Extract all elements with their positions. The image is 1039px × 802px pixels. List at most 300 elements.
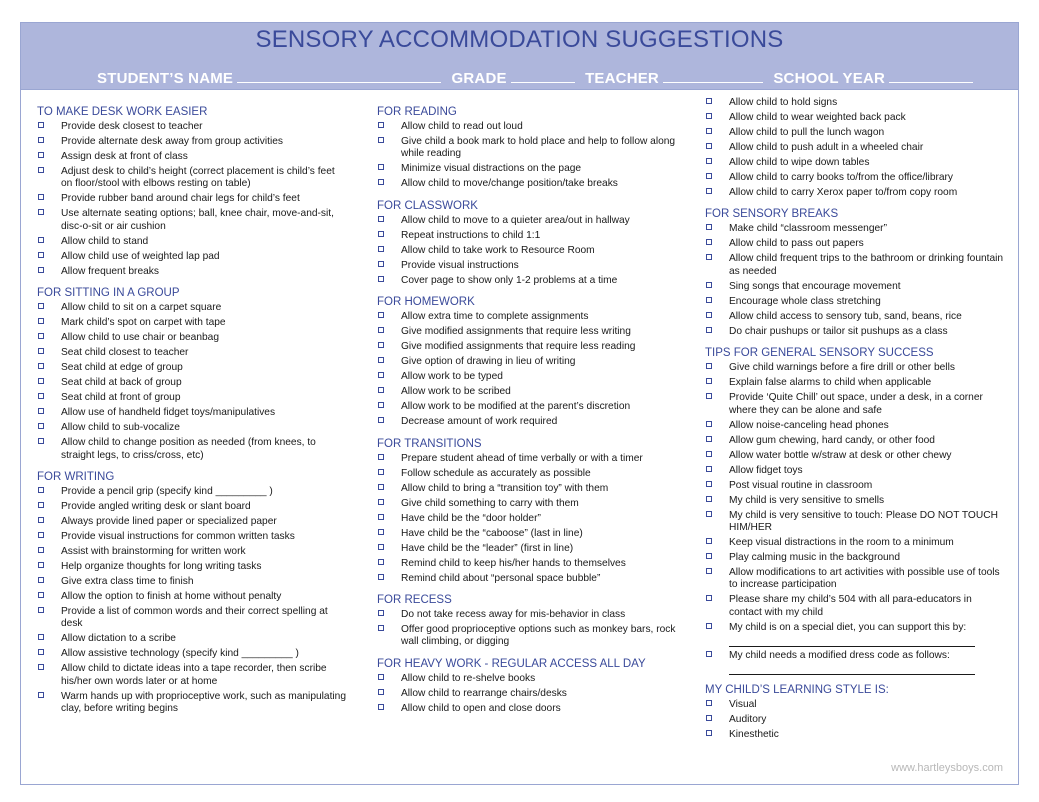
- checkbox-icon[interactable]: [38, 393, 44, 399]
- checkbox-icon[interactable]: [378, 246, 384, 252]
- checklist-item-label: Allow child to read out loud: [401, 121, 523, 132]
- checklist-item[interactable]: [377, 326, 677, 338]
- checklist-item[interactable]: [377, 573, 677, 585]
- checklist-item[interactable]: [377, 275, 677, 287]
- checkbox-icon[interactable]: [706, 173, 712, 179]
- checkbox-icon[interactable]: [38, 194, 44, 200]
- checklist-item[interactable]: [37, 561, 347, 573]
- checklist-item[interactable]: [705, 552, 1005, 564]
- checklist-item[interactable]: [377, 386, 677, 398]
- checklist-item-label: Keep visual distractions in the room to a minimum: [729, 537, 954, 549]
- checkbox-icon[interactable]: [38, 333, 44, 339]
- school-year-field[interactable]: [889, 69, 973, 83]
- checklist-item-label: Provide a list of common words and their correct spelling at desk: [61, 606, 328, 630]
- checkbox-icon[interactable]: [706, 254, 712, 260]
- section-heading: FOR SENSORY BREAKS: [705, 208, 839, 221]
- checkbox-icon[interactable]: [38, 562, 44, 568]
- checklist-item[interactable]: [37, 648, 347, 660]
- checkbox-icon[interactable]: [378, 610, 384, 616]
- checklist-item[interactable]: [705, 326, 1005, 338]
- checkbox-icon[interactable]: [38, 137, 44, 143]
- checklist-item[interactable]: [377, 401, 677, 413]
- checklist-item[interactable]: [377, 136, 677, 161]
- checklist-item-label: Allow the option to finish at home without penalty: [61, 591, 282, 603]
- checkbox-icon[interactable]: [38, 607, 44, 613]
- checklist-item-label: Make child “classroom messenger”: [729, 223, 887, 235]
- teacher-label: TEACHER: [585, 70, 659, 87]
- checklist-item[interactable]: [37, 691, 347, 716]
- checklist-item[interactable]: [37, 236, 347, 248]
- checkbox-icon[interactable]: [706, 730, 712, 736]
- checklist-item-label: Remind child to keep his/her hands to themselves: [401, 557, 626, 569]
- checklist-item[interactable]: [377, 483, 677, 495]
- checkbox-icon[interactable]: [378, 216, 384, 222]
- checkbox-icon[interactable]: [706, 436, 712, 442]
- checklist-item[interactable]: [37, 531, 347, 543]
- checklist-item[interactable]: [37, 422, 347, 434]
- checkbox-icon[interactable]: [378, 164, 384, 170]
- section-classwork: [377, 199, 677, 287]
- checkbox-icon[interactable]: [378, 574, 384, 580]
- student-name-field[interactable]: [237, 69, 441, 83]
- checklist-item-label: Kinesthetic: [729, 729, 779, 741]
- checklist-item-label: Sing songs that encourage movement: [729, 280, 901, 292]
- checkbox-icon[interactable]: [38, 664, 44, 670]
- checkbox-icon[interactable]: [706, 511, 712, 517]
- checklist-item[interactable]: [37, 332, 347, 344]
- checklist-item-label: Do chair pushups or tailor sit pushups as a class: [729, 325, 948, 337]
- checkbox-icon[interactable]: [706, 496, 712, 502]
- checklist-item-label: Have child be the “door holder”: [401, 512, 541, 524]
- checklist-item-label: Provide visual instructions: [401, 259, 519, 271]
- checkbox-icon[interactable]: [38, 363, 44, 369]
- checkbox-icon[interactable]: [706, 239, 712, 245]
- checklist-item-label: Allow child to sit on a carpet square: [61, 302, 222, 314]
- checkbox-icon[interactable]: [378, 544, 384, 550]
- checklist-item-label: Allow child to push adult in a wheeled chair: [729, 142, 924, 153]
- teacher-field[interactable]: [663, 69, 763, 83]
- write-in-line[interactable]: [729, 664, 975, 675]
- checkbox-icon[interactable]: [706, 466, 712, 472]
- checkbox-icon[interactable]: [38, 532, 44, 538]
- checklist-item-label: Give modified assignments that require less reading: [401, 341, 636, 353]
- checkbox-icon[interactable]: [378, 469, 384, 475]
- checklist-item-label: Repeat instructions to child 1:1: [401, 229, 541, 241]
- section-heading: FOR WRITING: [37, 471, 115, 484]
- checkbox-icon[interactable]: [38, 167, 44, 173]
- section-sensory-breaks: [705, 207, 1005, 338]
- section-transitions: [377, 437, 677, 585]
- watermark: www.hartleysboys.com: [891, 762, 1003, 774]
- section-heading: TIPS FOR GENERAL SENSORY SUCCESS: [705, 347, 934, 360]
- checklist-item[interactable]: [705, 729, 1005, 741]
- checklist-item-label: Allow child to take work to Resource Room: [401, 244, 595, 256]
- checklist-item-label: Allow extra time to complete assignments: [401, 311, 589, 323]
- checkbox-icon[interactable]: [378, 261, 384, 267]
- checklist-item-label: Allow child to wipe down tables: [729, 157, 870, 168]
- checkbox-icon[interactable]: [378, 417, 384, 423]
- checklist-item[interactable]: [377, 528, 677, 540]
- checklist-item-label: Assign desk at front of class: [61, 151, 188, 162]
- checklist-item[interactable]: [37, 633, 347, 645]
- checklist-item[interactable]: [705, 594, 1005, 619]
- checkbox-icon[interactable]: [378, 499, 384, 505]
- section-heading: FOR TRANSITIONS: [377, 437, 482, 450]
- checkbox-icon[interactable]: [706, 538, 712, 544]
- checkbox-icon[interactable]: [38, 408, 44, 414]
- checkbox-icon[interactable]: [378, 674, 384, 680]
- checklist-item-label: Allow work to be typed: [401, 371, 503, 383]
- student-info-line: [97, 69, 979, 87]
- checkbox-icon[interactable]: [378, 387, 384, 393]
- checklist-item[interactable]: [705, 187, 1005, 199]
- section-general-tips: [705, 346, 1005, 675]
- checklist-item[interactable]: [705, 112, 1005, 124]
- checkbox-icon[interactable]: [378, 122, 384, 128]
- checkbox-icon[interactable]: [706, 700, 712, 706]
- checklist-item[interactable]: [377, 673, 677, 685]
- checklist-item[interactable]: [705, 142, 1005, 154]
- checklist-item-label: My child is very sensitive to smells: [729, 494, 885, 506]
- checklist-item[interactable]: [37, 266, 347, 278]
- checklist-item-label: Allow child to wear weighted back pack: [729, 112, 906, 123]
- checklist-item-label: Allow work to be modified at the parent’s discretion: [401, 401, 631, 413]
- checklist-item-label: Allow child to change position as needed (from knees, to straight legs, to criss/cross, etc): [61, 437, 316, 461]
- section-heading: FOR CLASSWORK: [377, 199, 478, 212]
- checklist-item-label: Always provide lined paper or specialized paper: [61, 516, 277, 528]
- checkbox-icon[interactable]: [378, 342, 384, 348]
- checkbox-icon[interactable]: [706, 378, 712, 384]
- checklist-item[interactable]: [377, 498, 677, 510]
- checklist-item[interactable]: [705, 253, 1005, 278]
- checklist-item[interactable]: [377, 468, 677, 480]
- checklist-item-label: Visual: [729, 699, 757, 711]
- checklist-item-label: Remind child about “personal space bubble”: [401, 572, 601, 584]
- school-year-label: SCHOOL YEAR: [773, 70, 886, 87]
- checklist-item-label: Give child a book mark to hold place and help to follow along while reading: [401, 136, 676, 160]
- checkbox-icon[interactable]: [378, 625, 384, 631]
- checklist-item[interactable]: [705, 622, 1005, 647]
- checklist-item[interactable]: [705, 281, 1005, 293]
- checkbox-icon[interactable]: [378, 357, 384, 363]
- section-learning-style: [705, 683, 1005, 741]
- column-3: [705, 97, 1005, 750]
- checkbox-icon[interactable]: [378, 402, 384, 408]
- checkbox-icon[interactable]: [706, 188, 712, 194]
- checkbox-icon[interactable]: [38, 577, 44, 583]
- checklist-item-label: Provide visual instructions for common written tasks: [61, 531, 295, 543]
- checklist-item[interactable]: [377, 703, 677, 715]
- checklist-item[interactable]: [377, 688, 677, 700]
- checklist-item[interactable]: [705, 392, 1005, 417]
- checklist-item[interactable]: [705, 311, 1005, 323]
- checkbox-icon[interactable]: [706, 481, 712, 487]
- checkbox-icon[interactable]: [38, 517, 44, 523]
- checklist-item-label: Allow child to re-shelve books: [401, 672, 536, 684]
- checklist-item[interactable]: [377, 453, 677, 465]
- section-heading: MY CHILD’S LEARNING STYLE IS:: [705, 684, 889, 697]
- checklist-item[interactable]: [377, 624, 677, 649]
- checkbox-icon[interactable]: [38, 634, 44, 640]
- checklist-item-label: Explain false alarms to child when applicable: [729, 377, 932, 389]
- checklist-item[interactable]: [705, 650, 1005, 675]
- checklist-item[interactable]: [377, 215, 677, 227]
- checklist-item[interactable]: [37, 407, 347, 419]
- checkbox-icon[interactable]: [378, 231, 384, 237]
- checklist-item[interactable]: [377, 609, 677, 621]
- checkbox-icon[interactable]: [378, 137, 384, 143]
- checklist-item-label: Allow child to carry books to/from the office/library: [729, 172, 954, 183]
- checkbox-icon[interactable]: [706, 282, 712, 288]
- checkbox-icon[interactable]: [378, 704, 384, 710]
- checklist-item-label: Have child be the “caboose” (last in line): [401, 527, 583, 539]
- checklist-item-label: Allow work to be scribed: [401, 386, 511, 398]
- checklist-item[interactable]: [37, 136, 347, 148]
- checkbox-icon[interactable]: [38, 438, 44, 444]
- checklist-item[interactable]: [37, 208, 347, 233]
- checklist-item-label: Allow dictation to a scribe: [61, 633, 176, 645]
- checkbox-icon[interactable]: [706, 651, 712, 657]
- checklist-item[interactable]: [377, 121, 677, 133]
- checklist-item-label: My child is on a special diet, you can support this by:: [729, 621, 967, 633]
- checklist-item[interactable]: [37, 486, 347, 498]
- checklist-item[interactable]: [377, 178, 677, 190]
- section-heading: FOR RECESS: [377, 594, 452, 607]
- checklist-item-label: Auditory: [729, 714, 767, 726]
- write-in-line[interactable]: [729, 636, 975, 647]
- checklist-item-label: Use alternate seating options; ball, knee chair, move-and-sit, disc-o-sit or air cushion: [61, 208, 334, 232]
- checkbox-icon[interactable]: [378, 514, 384, 520]
- checklist-item[interactable]: [377, 356, 677, 368]
- checkbox-icon[interactable]: [38, 122, 44, 128]
- checklist-item-label: Allow child to bring a “transition toy” with them: [401, 482, 609, 494]
- checklist-item[interactable]: [377, 311, 677, 323]
- checkbox-icon[interactable]: [38, 487, 44, 493]
- checklist-item[interactable]: [37, 377, 347, 389]
- checklist-item[interactable]: [377, 416, 677, 428]
- checkbox-icon[interactable]: [706, 224, 712, 230]
- checkbox-icon[interactable]: [38, 378, 44, 384]
- checklist-item[interactable]: [377, 371, 677, 383]
- checklist-item[interactable]: [377, 513, 677, 525]
- checkbox-icon[interactable]: [706, 297, 712, 303]
- checklist-item-label: Have child be the “leader” (first in line): [401, 542, 574, 554]
- checklist-item-label: Decrease amount of work required: [401, 416, 558, 428]
- checkbox-icon[interactable]: [706, 128, 712, 134]
- checkbox-icon[interactable]: [38, 547, 44, 553]
- page-title: SENSORY ACCOMMODATION SUGGESTIONS: [255, 26, 784, 53]
- checklist-item-label: Provide rubber band around chair legs for child’s feet: [61, 193, 300, 205]
- checklist-item[interactable]: [377, 245, 677, 257]
- checklist-item[interactable]: [705, 567, 1005, 592]
- checklist-item-label: Play calming music in the background: [729, 552, 901, 564]
- checklist-item-label: Allow use of handheld fidget toys/manipulatives: [61, 407, 276, 419]
- checkbox-icon[interactable]: [38, 649, 44, 655]
- checklist-item[interactable]: [705, 450, 1005, 462]
- checkbox-icon[interactable]: [38, 692, 44, 698]
- checkbox-icon[interactable]: [706, 623, 712, 629]
- checklist-item[interactable]: [705, 296, 1005, 308]
- section-writing: [37, 470, 347, 716]
- checklist-item[interactable]: [377, 558, 677, 570]
- checklist-item-label: Allow child to pass out papers: [729, 238, 864, 250]
- checklist-item[interactable]: [705, 480, 1005, 492]
- checkbox-icon[interactable]: [378, 372, 384, 378]
- checklist-item[interactable]: [37, 121, 347, 133]
- checklist-item-label: Seat child closest to teacher: [61, 347, 189, 359]
- checklist-item-label: Allow child to open and close doors: [401, 702, 561, 714]
- grade-label: GRADE: [451, 70, 507, 87]
- checkbox-icon[interactable]: [706, 393, 712, 399]
- checklist-item-label: Follow schedule as accurately as possible: [401, 467, 591, 479]
- checklist-item[interactable]: [37, 317, 347, 329]
- checklist-item[interactable]: [37, 166, 347, 191]
- checkbox-icon[interactable]: [38, 209, 44, 215]
- checklist-item-label: Mark child’s spot on carpet with tape: [61, 317, 226, 329]
- checklist-item[interactable]: [705, 97, 1005, 109]
- grade-field[interactable]: [511, 69, 575, 83]
- checklist-item-label: Adjust desk to child’s height (correct placement is child’s feet on floor/stool with elbows resting on table): [61, 166, 335, 190]
- checklist-item[interactable]: [37, 516, 347, 528]
- checkbox-icon[interactable]: [378, 529, 384, 535]
- checklist-item[interactable]: [37, 151, 347, 163]
- checklist-item-label: Allow child frequent trips to the bathroom or drinking fountain as needed: [729, 253, 1004, 277]
- checklist-item[interactable]: [705, 172, 1005, 184]
- checklist-item-label: Allow child use of weighted lap pad: [61, 250, 220, 262]
- checklist-item[interactable]: [37, 193, 347, 205]
- checklist-item[interactable]: [37, 576, 347, 588]
- checkbox-icon[interactable]: [38, 303, 44, 309]
- checklist-item-label: Seat child at edge of group: [61, 362, 183, 374]
- checkbox-icon[interactable]: [378, 454, 384, 460]
- checklist-item[interactable]: [705, 377, 1005, 389]
- checklist-item[interactable]: [37, 501, 347, 513]
- checklist-item-label: Allow noise-canceling head phones: [729, 419, 889, 431]
- checklist-item-label: Seat child at front of group: [61, 392, 181, 404]
- checkbox-icon[interactable]: [38, 423, 44, 429]
- checklist-item-label: My child is very sensitive to touch: Please DO NOT TOUCH HIM/HER: [729, 509, 998, 534]
- checklist-item-label: Help organize thoughts for long writing tasks: [61, 561, 262, 573]
- checklist-item[interactable]: [377, 230, 677, 242]
- column-2: [377, 105, 677, 723]
- checkbox-icon[interactable]: [378, 327, 384, 333]
- checklist-item[interactable]: [37, 392, 347, 404]
- checkbox-icon[interactable]: [378, 689, 384, 695]
- checkbox-icon[interactable]: [38, 592, 44, 598]
- section-homework: [377, 295, 677, 428]
- header-banner: [21, 23, 1018, 90]
- section-heading: FOR SITTING IN A GROUP: [37, 287, 180, 300]
- checklist-item[interactable]: [377, 163, 677, 175]
- checklist-item[interactable]: [705, 362, 1005, 374]
- section-heading: FOR HOMEWORK: [377, 296, 475, 309]
- section-recess: [377, 593, 677, 649]
- checklist-item[interactable]: [705, 127, 1005, 139]
- checkbox-icon[interactable]: [378, 559, 384, 565]
- checklist-item-label: Allow assistive technology (specify kind _________ ): [61, 648, 299, 660]
- checklist-item[interactable]: [377, 543, 677, 555]
- checklist-item[interactable]: [37, 591, 347, 603]
- checkbox-icon[interactable]: [706, 568, 712, 574]
- checklist-item-label: Minimize visual distractions on the page: [401, 163, 582, 175]
- checklist-item-label: My child needs a modified dress code as follows:: [729, 649, 950, 661]
- checklist-item[interactable]: [37, 606, 347, 631]
- checklist-item-label: Provide alternate desk away from group activities: [61, 136, 283, 147]
- checkbox-icon[interactable]: [706, 98, 712, 104]
- checkbox-icon[interactable]: [706, 715, 712, 721]
- checklist-item-label: Do not take recess away for mis-behavior in class: [401, 609, 626, 621]
- checkbox-icon[interactable]: [706, 113, 712, 119]
- checkbox-icon[interactable]: [706, 363, 712, 369]
- checkbox-icon[interactable]: [38, 252, 44, 258]
- checklist-item-label: Offer good proprioceptive options such as monkey bars, rock wall climbing, or digging: [401, 624, 676, 648]
- checklist-item[interactable]: [37, 437, 347, 462]
- checklist-item-label: Allow gum chewing, hard candy, or other food: [729, 434, 935, 446]
- checklist-item[interactable]: [37, 362, 347, 374]
- checkbox-icon[interactable]: [378, 312, 384, 318]
- checklist-item[interactable]: [705, 238, 1005, 250]
- checkbox-icon[interactable]: [706, 158, 712, 164]
- checklist-item[interactable]: [37, 546, 347, 558]
- checklist-item-label: Allow frequent breaks: [61, 265, 159, 277]
- checklist-item[interactable]: [705, 537, 1005, 549]
- checkbox-icon[interactable]: [706, 421, 712, 427]
- checkbox-icon[interactable]: [38, 348, 44, 354]
- section-desk-work: [37, 105, 347, 278]
- checkbox-icon[interactable]: [38, 318, 44, 324]
- checklist-item-label: Allow child to sub-vocalize: [61, 422, 180, 434]
- checklist-item[interactable]: [705, 714, 1005, 726]
- checklist-item[interactable]: [705, 420, 1005, 432]
- checklist-item[interactable]: [705, 495, 1005, 507]
- checkbox-icon[interactable]: [378, 276, 384, 282]
- checklist-item-label: Allow child access to sensory tub, sand, beans, rice: [729, 310, 962, 322]
- checkbox-icon[interactable]: [706, 553, 712, 559]
- checklist-item[interactable]: [705, 157, 1005, 169]
- checklist-item-label: Assist with brainstorming for written work: [61, 546, 246, 558]
- section-heading: FOR READING: [377, 106, 457, 118]
- checklist-item[interactable]: [37, 663, 347, 688]
- checklist-item-label: Provide ‘Quite Chill’ out space, under a desk, in a corner where they can be alone and safe: [729, 392, 983, 416]
- checklist-item-label: Allow child to dictate ideas into a tape recorder, then scribe his/her own words later or at home: [61, 663, 327, 687]
- checklist-item[interactable]: [377, 260, 677, 272]
- checklist-item[interactable]: [705, 435, 1005, 447]
- checklist-item-label: Allow child to move/change position/take breaks: [401, 178, 618, 190]
- checkbox-icon[interactable]: [38, 267, 44, 273]
- checkbox-icon[interactable]: [706, 595, 712, 601]
- checkbox-icon[interactable]: [38, 502, 44, 508]
- checklist-item[interactable]: [705, 699, 1005, 711]
- checkbox-icon[interactable]: [378, 179, 384, 185]
- checkbox-icon[interactable]: [706, 312, 712, 318]
- checkbox-icon[interactable]: [38, 237, 44, 243]
- checkbox-icon[interactable]: [706, 451, 712, 457]
- column-1: [37, 105, 347, 724]
- checkbox-icon[interactable]: [706, 327, 712, 333]
- checkbox-icon[interactable]: [38, 152, 44, 158]
- checkbox-icon[interactable]: [378, 484, 384, 490]
- checklist-item[interactable]: [705, 510, 1005, 535]
- checklist-item-label: Give extra class time to finish: [61, 576, 194, 588]
- checklist-item-label: Allow child to stand: [61, 235, 149, 247]
- checklist-item[interactable]: [37, 347, 347, 359]
- checklist-item[interactable]: [705, 465, 1005, 477]
- checklist-item[interactable]: [705, 223, 1005, 235]
- checklist-item[interactable]: [37, 251, 347, 263]
- checklist-item[interactable]: [377, 341, 677, 353]
- checkbox-icon[interactable]: [706, 143, 712, 149]
- checklist-item[interactable]: [37, 302, 347, 314]
